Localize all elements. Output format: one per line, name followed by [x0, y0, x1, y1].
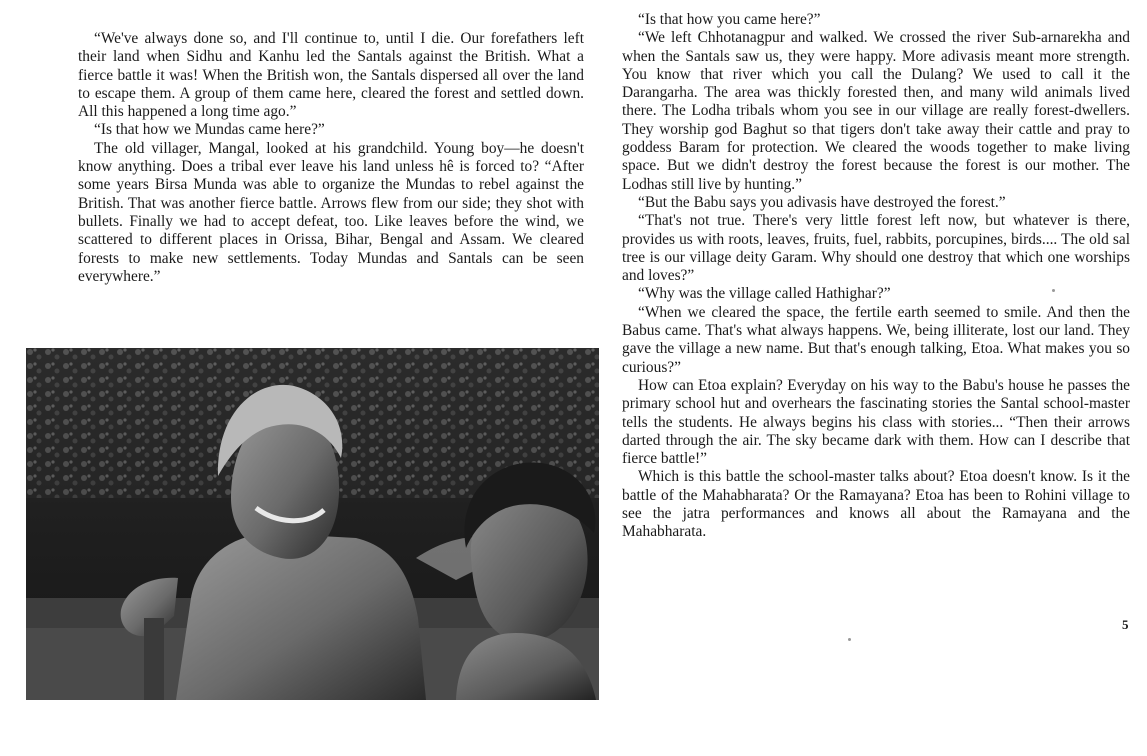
- left-text-column: [78, 0, 584, 286]
- paragraph: “Is that how we Mundas came here?”: [94, 121, 325, 139]
- page-number: 5: [1122, 617, 1129, 632]
- paragraph: Which is this battle the school-master talks about? Etoa doesn't know. Is it the battle of the Mahabharata? Or the Ramayana? Etoa has been to Rohini village to see the jatra performances and knows all about the Ramayana and the Mahabharata.: [622, 468, 1130, 541]
- paragraph: “But the Babu says you adivasis have destroyed the forest.”: [638, 193, 1006, 211]
- print-speck: [848, 638, 851, 641]
- paragraph: “We left Chhotanagpur and walked. We crossed the river Sub-arnarekha and when the Santals saw us, they were happy. More adivasis meant more strength. You know that river which you call the Dulang? We used to call it the Darangarha. The area was thickly forested then, and many wild animals lived there. The Lodha tribals whom you see in our village are really forest-dwellers. They worship god Baghut so that tigers don't take away their cattle and pray to goddess Baram for protection. We cleared the woods together to make living space. But we didn't destroy the forest because the forest is our mother. The Lodhas still live by hunting.”: [622, 29, 1130, 193]
- paragraph: “We've always done so, and I'll continue to, until I die. Our forefathers left their land when Sidhu and Kanhu led the Santals against the British. What a fierce battle it was! When the British won, the Santals dispersed all over the land to escape them. A group of them came here, cleared the forest and settled down. All this happened a long time ago.”: [78, 30, 584, 121]
- paragraph: “Is that how you came here?”: [638, 11, 821, 28]
- print-speck: [1052, 289, 1055, 292]
- right-text-column: [622, 0, 1130, 542]
- paragraph: The old villager, Mangal, looked at his grandchild. Young boy—he doesn't know anything. Does a tribal ever leave his land unless hê is forced to? “After some years Birsa Munda was able to organize the Mundas to rebel against the British. That was another fierce battle. Arrows flew from our side; they shot with bullets. Finally we had to accept defeat, too. Like leaves before the wind, we scattered to different places in Orissa, Bihar, Bengal and Assam. We cleared forests to make new settlements. Today Mundas and Santals can be seen everywhere.”: [78, 139, 584, 285]
- paragraph: “Why was the village called Hathighar?”: [638, 285, 891, 303]
- photo-elder-and-boy: [26, 348, 599, 700]
- paragraph: “That's not true. There's very little forest left now, but whatever is there, provides us with roots, leaves, fruits, fuel, rabbits, porcupines, birds.... The old sal tree is our village deity Garam. Why should one destroy that which one worships and loves?”: [622, 212, 1130, 285]
- paragraph: “When we cleared the space, the fertile earth seemed to smile. And then the Babus came. That's what always happens. We, being illiterate, lost our land. They gave the village a new name. But that's enough talking, Etoa. What makes you so curious?”: [622, 303, 1130, 376]
- paragraph: How can Etoa explain? Everyday on his way to the Babu's house he passes the primary school hut and overhears the fascinating stories the Santal school-master tells the students. He always begins his class with stories... “Then their arrows darted through the air. The sky became dark with them. How can I describe that fierce battle!”: [622, 376, 1130, 468]
